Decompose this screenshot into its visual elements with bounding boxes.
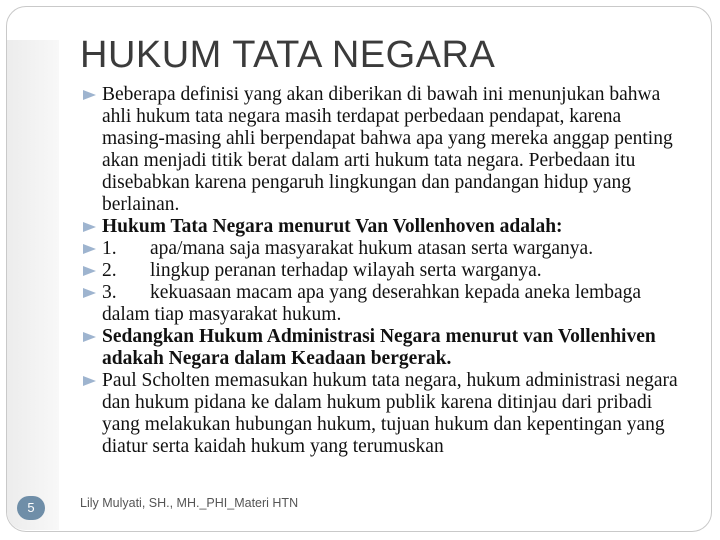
bullet-number: 2.: [102, 260, 117, 281]
bullet-item-point-1: [80, 238, 680, 260]
page-number-badge: 5: [17, 496, 45, 520]
bullet-item-paul-scholten: [80, 370, 680, 458]
bullet-text: lingkup peranan terhadap wilayah serta warganya.: [150, 260, 542, 281]
bullet-number: 3.: [102, 282, 117, 303]
bullet-text: Paul Scholten memasukan hukum tata negara, hukum administrasi negara dan hukum pidana ke dalam hukum publik karena ditinjau dari pribadi yang melakukan hubungan hukum, tujuan hukum dan kepentingan yang diatur serta kaidah hukum yang terumuskan: [102, 370, 678, 457]
bullet-arrow-icon: [83, 244, 96, 254]
bullet-arrow-icon: [83, 288, 96, 298]
slide-title: HUKUM TATA NEGARA: [80, 34, 496, 76]
bullet-arrow-icon: [83, 266, 96, 276]
bullet-text: Hukum Tata Negara menurut Van Vollenhoven adalah:: [102, 216, 563, 237]
bullet-item-administrasi: [80, 326, 680, 370]
bullet-item-intro: [80, 84, 680, 216]
bullet-item-point-2: [80, 260, 680, 282]
bullet-text: apa/mana saja masyarakat hukum atasan serta warganya.: [150, 238, 594, 259]
bullet-text: kekuasaan macam apa yang deserahkan kepada aneka lembaga dalam tiap masyarakat hukum.: [102, 282, 642, 325]
bullet-arrow-icon: [83, 90, 96, 100]
bullet-text: Sedangkan Hukum Administrasi Negara menurut van Vollenhiven adakah Negara dalam Keadaan bergerak.: [102, 326, 656, 369]
bullet-arrow-icon: [83, 376, 96, 386]
slide-sidebar-band: [7, 40, 59, 530]
bullet-item-van-vollenhoven: [80, 216, 680, 238]
slide-content: [80, 84, 680, 458]
bullet-arrow-icon: [83, 332, 96, 342]
bullet-item-point-3: [80, 282, 680, 326]
slide-footer: Lily Mulyati, SH., MH._PHI_Materi HTN: [80, 496, 299, 510]
bullet-text: Beberapa definisi yang akan diberikan di bawah ini menunjukan bahwa ahli hukum tata negara masih terdapat perbedaan pendapat, karena masing-masing ahli berpendapat bahwa apa yang mereka anggap penting akan menjadi titik berat dalam arti hukum tata negara. Perbedaan itu disebabkan karena pengaruh lingkungan dan pandangan hidup yang berlainan.: [102, 84, 673, 215]
bullet-number: 1.: [102, 238, 117, 259]
bullet-arrow-icon: [83, 222, 96, 232]
